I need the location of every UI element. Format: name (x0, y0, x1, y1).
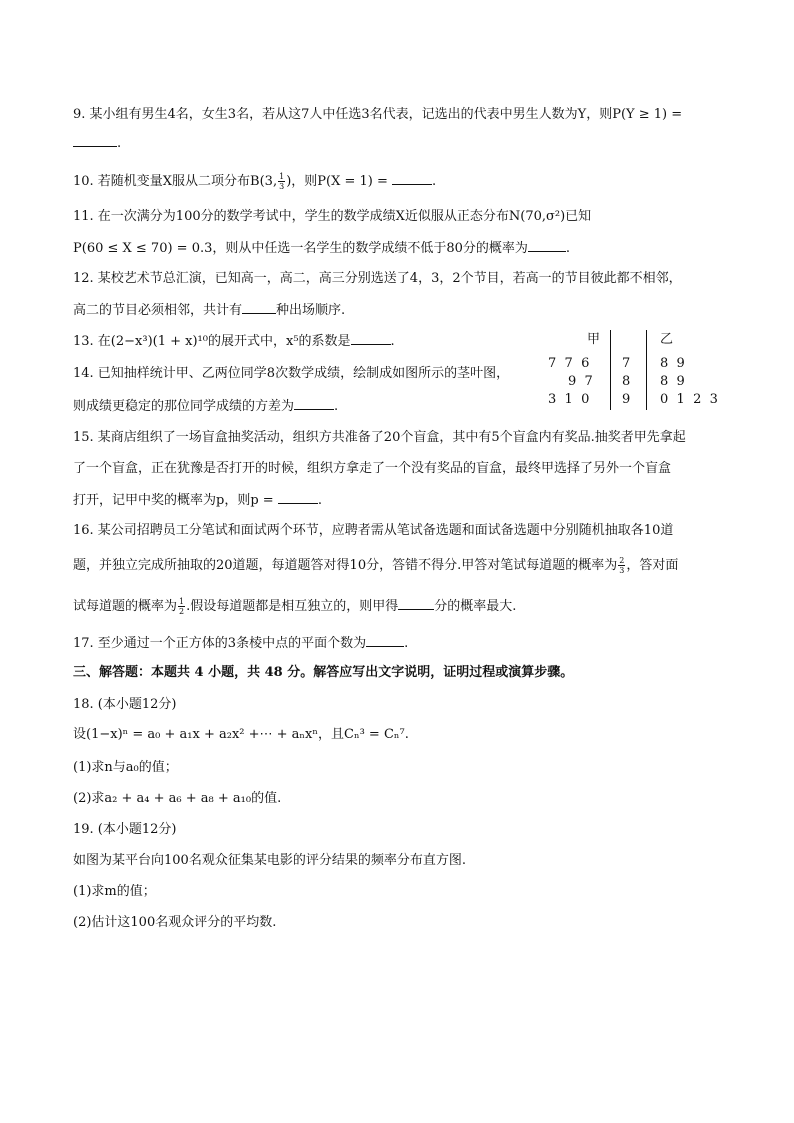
question-16-line-2 (73, 556, 678, 575)
right-leaves-row-3: 0 1 2 3 (660, 392, 718, 407)
question-14-text-1: 14. 已知抽样统计甲、乙两位同学8次数学成绩，绘制成如图所示的茎叶图， (73, 366, 510, 381)
question-9-end: . (117, 136, 122, 151)
question-10-end: . (432, 174, 437, 189)
section-3-text: 三、解答题：本题共 4 小题，共 48 分。解答应写出文字说明，证明过程或演算步骤。 (73, 665, 574, 680)
question-15-end: . (317, 493, 322, 508)
question-18-header (73, 696, 177, 714)
question-16-text-3b: .假设每道题都是相互独立的，则甲得 (186, 599, 399, 614)
question-10-suffix: )，则P(X = 1) = (286, 174, 388, 189)
fraction-numerator: 1 (279, 172, 285, 181)
stem-divider-right (646, 330, 647, 410)
question-18-part-2-text: (2)求a₂ + a₄ + a₆ + a₈ + a₁₀的值. (73, 791, 282, 806)
fraction-numerator: 2 (619, 556, 625, 565)
question-12-text-1: 12. 某校艺术节总汇演，已知高一，高二，高三分别选送了4，3，2个节目，若高一的节目彼此都不相邻， (73, 271, 682, 286)
fraction-denominator: 2 (179, 607, 185, 616)
answer-blank (294, 397, 334, 410)
question-11-line-1 (73, 208, 591, 226)
right-leaves-row-1: 8 9 (660, 356, 685, 371)
answer-blank (278, 491, 318, 504)
question-13-text: 13. 在(2−x³)(1 + x)¹⁰的展开式中，x⁵的系数是 (73, 334, 351, 349)
question-17 (73, 634, 408, 653)
question-16-line-1 (73, 522, 673, 540)
question-19-part-2-text: (2)估计这100名观众评分的平均数. (73, 915, 277, 930)
question-15-text-3: 打开，记甲中奖的概率为p，则p = (73, 493, 274, 508)
question-15-line-2 (73, 460, 671, 478)
question-16-text-3c: 分的概率最大. (434, 599, 517, 614)
answer-blank (398, 597, 434, 610)
stem-row-3: 9 (622, 392, 631, 407)
question-19-part-1-text: (1)求m的值； (73, 884, 156, 899)
fraction-numerator: 1 (179, 597, 185, 606)
stem-leaf-plot (540, 328, 740, 418)
question-10 (73, 172, 436, 191)
fraction (618, 556, 625, 575)
stem-row-1: 7 (622, 356, 631, 371)
stem-divider-left (610, 330, 611, 410)
question-17-end: . (404, 636, 409, 651)
answer-blank (528, 239, 566, 252)
answer-blank (242, 301, 276, 314)
question-18-part-2 (73, 790, 281, 808)
question-18-part-1-text: (1)求n与a₀的值； (73, 760, 178, 775)
answer-blank (73, 134, 117, 147)
fraction (278, 172, 285, 191)
question-9-answer-line (73, 134, 121, 153)
question-19-header-text: 19. (本小题12分) (73, 822, 177, 837)
question-12-line-1 (73, 270, 682, 288)
question-19-stem-text: 如图为某平台向100名观众征集某电影的评分结果的频率分布直方图. (73, 853, 466, 868)
question-16-text-2b: ，答对面 (626, 558, 679, 573)
question-15-line-1 (73, 429, 686, 447)
question-14-text-2: 则成绩更稳定的那位同学成绩的方差为 (73, 399, 295, 414)
left-leaves-row-2: 9 7 (568, 374, 593, 389)
question-19-part-1 (73, 883, 156, 901)
fraction-denominator: 3 (619, 566, 625, 575)
left-leaves-row-3: 3 1 0 (548, 392, 590, 407)
question-13 (73, 332, 395, 351)
question-14-end: . (334, 399, 339, 414)
question-11-end: . (565, 241, 571, 256)
answer-blank (351, 332, 391, 345)
question-15-line-3 (73, 491, 322, 510)
question-18-part-1 (73, 759, 178, 777)
question-19-stem (73, 852, 466, 870)
question-14-line-1 (73, 365, 509, 383)
right-leaves-row-2: 8 9 (660, 374, 685, 389)
question-14-line-2 (73, 397, 338, 416)
question-16-text-1: 16. 某公司招聘员工分笔试和面试两个环节，应聘者需从笔试备选题和面试备选题中分别随机抽取各10道 (73, 523, 674, 538)
question-9 (73, 106, 682, 124)
question-15-text-1: 15. 某商店组织了一场盲盒抽奖活动，组织方共准备了20个盲盒，其中有5个盲盒内有奖品.抽奖者甲先拿起 (73, 430, 686, 445)
fraction-denominator: 3 (279, 182, 285, 191)
section-3-heading (73, 664, 573, 682)
answer-blank (392, 172, 432, 185)
question-18-stem (73, 726, 409, 744)
question-18-stem-text: 设(1−x)ⁿ = a₀ + a₁x + a₂x² +⋯ + aₙxⁿ，且Cₙ³ = Cₙ⁷. (73, 727, 409, 742)
question-16-text-3a: 试每道题的概率为 (73, 599, 178, 614)
question-10-prefix: 10. 若随机变量X服从二项分布B(3, (73, 174, 278, 189)
answer-blank (366, 634, 404, 647)
question-11-line-2 (73, 239, 570, 258)
question-12-text-2b: 种出场顺序. (276, 303, 346, 318)
question-9-text: 9. 某小组有男生4名，女生3名，若从这7人中任选3名代表，记选出的代表中男生人数为Y，则P(Y ≥ 1) = (73, 107, 683, 122)
question-18-header-text: 18. (本小题12分) (73, 697, 177, 712)
question-15-text-2: 了一个盲盒，正在犹豫是否打开的时候，组织方拿走了一个没有奖品的盲盒，最终甲选择了另外一个盲盒 (73, 461, 672, 476)
right-header: 乙 (660, 332, 674, 347)
left-header: 甲 (587, 332, 601, 347)
fraction (178, 597, 185, 616)
question-16-text-2a: 题，并独立完成所抽取的20道题，每道题答对得10分，答错不得分.甲答对笔试每道题的概率为 (73, 558, 618, 573)
left-leaves-row-1: 7 7 6 (548, 356, 590, 371)
question-11-text-1: 11. 在一次满分为100分的数学考试中，学生的数学成绩X近似服从正态分布N(70,σ²)已知 (73, 209, 592, 224)
question-12-line-2 (73, 301, 345, 320)
question-17-text: 17. 至少通过一个正方体的3条棱中点的平面个数为 (73, 636, 367, 651)
question-16-line-3 (73, 597, 516, 616)
question-19-part-2 (73, 914, 276, 932)
question-12-text-2a: 高二的节目必须相邻，共计有 (73, 303, 243, 318)
question-13-end: . (390, 334, 395, 349)
question-11-text-2: P(60 ≤ X ≤ 70) = 0.3，则从中任选一名学生的数学成绩不低于80分的概率为 (73, 241, 528, 256)
question-19-header (73, 821, 177, 839)
stem-row-2: 8 (622, 374, 631, 389)
